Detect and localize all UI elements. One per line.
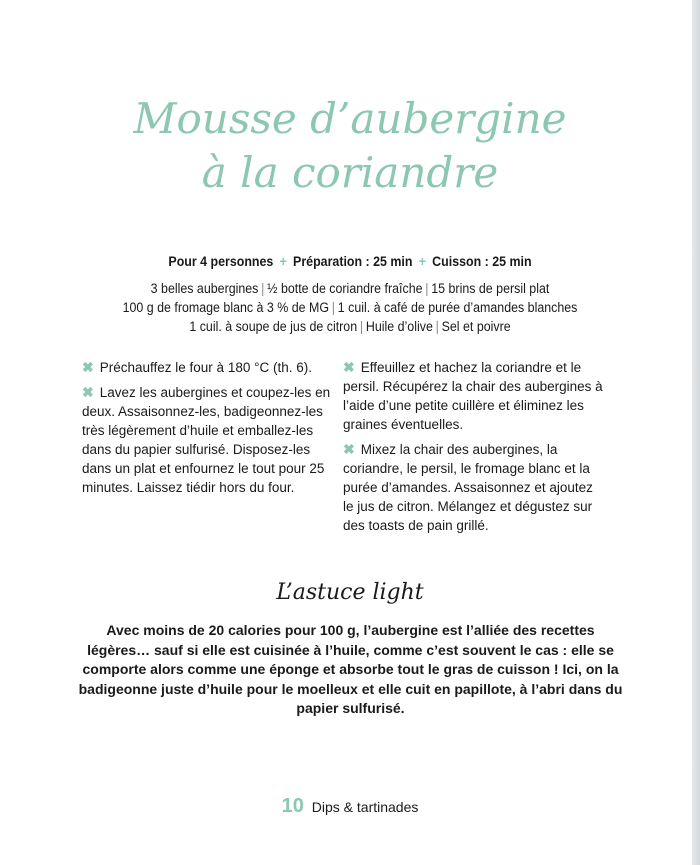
step-text: Lavez les aubergines et coupez-les en deux. Assaisonnez-les, badigeonnez-les très légèrement d’huile et emballez-les dans du papier sulfurisé. Disposez-les dans un plat et enfournez le tout pour 25 minutes. Laissez tiédir hors du four. — [82, 385, 331, 495]
cook-time: Cuisson : 25 min — [432, 254, 532, 269]
steps-column-right — [343, 358, 603, 541]
prep-time: Préparation : 25 min — [293, 254, 413, 269]
ingredient-separator: | — [425, 281, 429, 296]
cross-bullet-icon: ✖ — [343, 441, 355, 457]
ingredient-separator: | — [261, 281, 265, 296]
step-text: Mixez la chair des aubergines, la coriandre, le persil, le fromage blanc et la purée d’amandes. Assaisonnez et ajoutez le jus de citron. Mélangez et dégustez sur des toasts de pain grillé. — [343, 442, 593, 533]
ingredients-line-3 — [28, 317, 672, 336]
tip-body: Avec moins de 20 calories pour 100 g, l’aubergine est l’alliée des recettes légères… sauf si elle est cuisinée à l’huile, comme c’est souvent le cas : elle se comporte alors comme une éponge et absorbe tout le gras de cuisson ! Ici, on la badigeonne juste d’huile pour le moelleux et elle cuit en papillote, à l’abri dans du papier sulfurisé. — [78, 622, 623, 716]
title-line-1: Mousse d’aubergine — [133, 94, 567, 143]
recipe-meta — [28, 254, 672, 269]
ingredient-separator: | — [331, 300, 336, 315]
ingredient: 15 brins de persil plat — [431, 281, 550, 296]
step-text: Effeuillez et hachez la coriandre et le persil. Récupérez la chair des aubergines à l’aide d’une petite cuillère et éliminez les graines éventuelles. — [343, 360, 603, 432]
tip-heading: L’astuce light — [276, 580, 424, 605]
ingredient: 100 g de fromage blanc à 3 % de MG — [122, 300, 330, 315]
cross-bullet-icon: ✖ — [82, 359, 94, 375]
ingredient: ½ botte de coriandre fraîche — [267, 281, 423, 296]
ingredient: Sel et poivre — [441, 319, 511, 334]
step-4 — [343, 440, 603, 535]
plus-separator: + — [279, 254, 287, 269]
cross-bullet-icon: ✖ — [343, 359, 355, 375]
step-2 — [82, 383, 332, 497]
ingredient: 3 belles aubergines — [150, 281, 259, 296]
steps-column-left — [82, 358, 332, 503]
page-footer — [0, 795, 700, 818]
ingredient: 1 cuil. à soupe de jus de citron — [189, 319, 358, 334]
ingredients-line-2 — [28, 298, 672, 317]
title-line-2: à la coriandre — [201, 148, 499, 197]
ingredient: Huile d’olive — [365, 319, 433, 334]
servings: Pour 4 personnes — [168, 254, 274, 269]
recipe-title — [0, 92, 700, 200]
step-3 — [343, 358, 603, 434]
ingredients-line-1 — [28, 279, 672, 298]
ingredients-list — [28, 279, 672, 336]
ingredient-separator: | — [359, 319, 364, 334]
ingredient-separator: | — [435, 319, 439, 334]
plus-separator: + — [418, 254, 426, 269]
section-name: Dips & tartinades — [311, 799, 419, 815]
step-1 — [82, 358, 332, 377]
page-number: 10 — [281, 795, 304, 817]
cross-bullet-icon: ✖ — [82, 384, 94, 400]
step-text: Préchauffez le four à 180 °C (th. 6). — [99, 360, 312, 375]
ingredient: 1 cuil. à café de purée d’amandes blanches — [337, 300, 578, 315]
